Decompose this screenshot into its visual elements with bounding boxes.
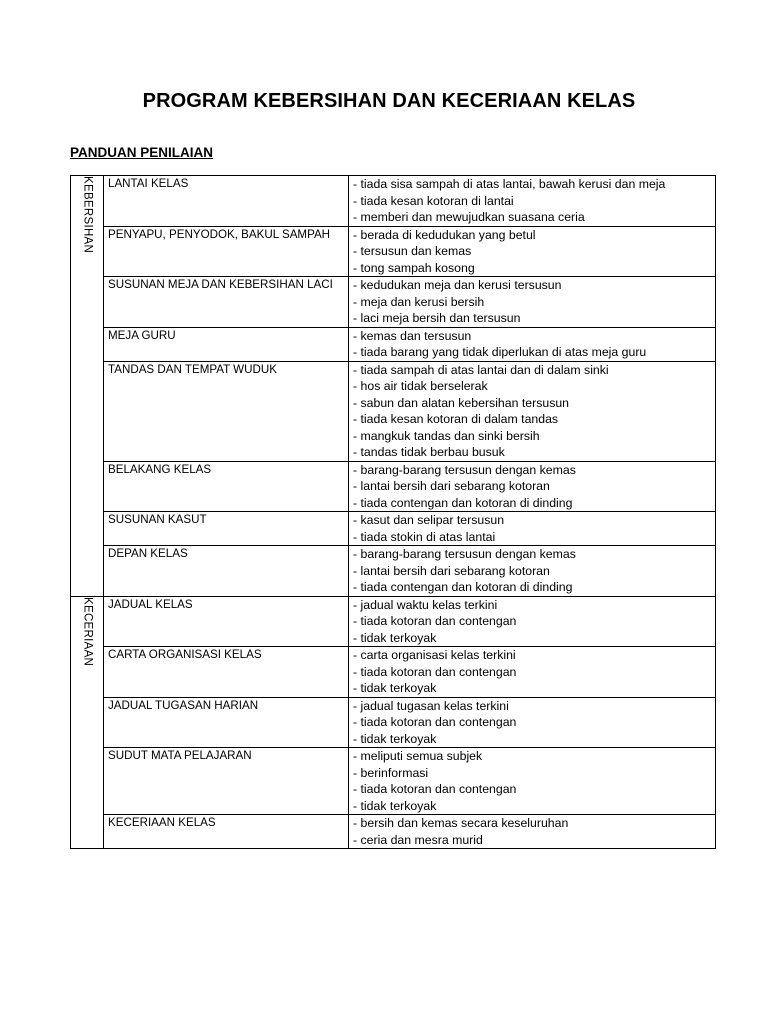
table-row — [71, 277, 716, 328]
criteria-line: - tidak terkoyak — [353, 798, 437, 813]
table-row — [71, 327, 716, 361]
criteria-line: - tong sampah kosong — [353, 260, 475, 275]
table-row — [71, 697, 716, 748]
criteria-line: - tiada kesan kotoran di lantai — [353, 193, 514, 208]
criteria-line: - hos air tidak berselerak — [353, 379, 488, 393]
criteria-cell — [349, 596, 716, 647]
item-cell: KECERIAAN KELAS — [104, 815, 349, 849]
table-row — [71, 512, 716, 546]
criteria-cell — [349, 461, 716, 512]
table-row — [71, 226, 716, 277]
criteria-line: - jadual tugasan kelas terkini — [353, 698, 509, 713]
criteria-line: - barang-barang tersusun dengan kemas — [353, 462, 576, 477]
criteria-cell — [349, 748, 716, 815]
table-row — [71, 176, 716, 227]
item-cell: BELAKANG KELAS — [104, 461, 349, 512]
criteria-cell — [349, 277, 716, 328]
criteria-line: - tidak terkoyak — [353, 681, 437, 695]
item-cell: JADUAL TUGASAN HARIAN — [104, 697, 349, 748]
table-row — [71, 647, 716, 698]
criteria-line: - lantai bersih dari sebarang kotoran — [353, 479, 550, 493]
criteria-line: - tiada barang yang tidak diperlukan di atas meja guru — [353, 345, 647, 359]
criteria-line: - tersusun dan kemas — [353, 244, 472, 258]
criteria-line: - tiada stokin di atas lantai — [353, 529, 496, 544]
criteria-line: - tiada contengan dan kotoran di dinding — [353, 495, 573, 510]
criteria-line: - jadual waktu kelas terkini — [353, 597, 498, 612]
assessment-guide-body — [71, 176, 716, 849]
criteria-line: - lantai bersih dari sebarang kotoran — [353, 563, 550, 578]
criteria-line: - barang-barang tersusun dengan kemas — [353, 547, 576, 561]
criteria-cell — [349, 226, 716, 277]
item-cell: MEJA GURU — [104, 327, 349, 361]
criteria-line: - tiada kotoran dan contengan — [353, 782, 517, 796]
criteria-line: - mangkuk tandas dan sinki bersih — [353, 428, 540, 443]
criteria-cell — [349, 361, 716, 461]
criteria-line: - kedudukan meja dan kerusi tersusun — [353, 278, 562, 292]
criteria-line: - tidak terkoyak — [353, 731, 437, 746]
criteria-line: - kemas dan tersusun — [353, 328, 472, 343]
item-cell: CARTA ORGANISASI KELAS — [104, 647, 349, 698]
document-title: PROGRAM KEBERSIHAN DAN KECERIAAN KELAS — [142, 90, 636, 112]
table-row — [71, 461, 716, 512]
criteria-cell — [349, 512, 716, 546]
criteria-line: - tiada sisa sampah di atas lantai, bawah kerusi dan meja — [353, 177, 666, 191]
item-cell: DEPAN KELAS — [104, 546, 349, 597]
criteria-line: - tiada contengan dan kotoran di dinding — [353, 580, 573, 594]
category-label: KECERIAAN — [81, 596, 94, 666]
category-cell — [71, 176, 104, 597]
criteria-line: - memberi dan mewujudkan suasana ceria — [353, 210, 585, 224]
criteria-line: - ceria dan mesra murid — [353, 832, 483, 847]
item-cell: SUSUNAN KASUT — [104, 512, 349, 546]
criteria-cell — [349, 697, 716, 748]
item-cell: PENYAPU, PENYODOK, BAKUL SAMPAH — [104, 226, 349, 277]
item-cell: SUDUT MATA PELAJARAN — [104, 748, 349, 815]
criteria-cell — [349, 546, 716, 597]
table-row — [71, 361, 716, 461]
criteria-line: - carta organisasi kelas terkini — [353, 648, 516, 662]
table-row — [71, 596, 716, 647]
category-cell — [71, 596, 104, 849]
assessment-guide-table — [70, 175, 716, 849]
criteria-line: - sabun dan alatan kebersihan tersusun — [353, 395, 570, 410]
item-cell: TANDAS DAN TEMPAT WUDUK — [104, 361, 349, 461]
criteria-line: - tiada kotoran dan contengan — [353, 715, 517, 729]
item-cell: JADUAL KELAS — [104, 596, 349, 647]
criteria-line: - meliputi semua subjek — [353, 749, 483, 763]
criteria-line: - tiada kesan kotoran di dalam tandas — [353, 412, 559, 426]
criteria-line: - laci meja bersih dan tersusun — [353, 311, 521, 325]
category-label: KEBERSIHAN — [81, 176, 94, 254]
item-cell: SUSUNAN MEJA DAN KEBERSIHAN LACI — [104, 277, 349, 328]
criteria-line: - bersih dan kemas secara keseluruhan — [353, 816, 569, 830]
criteria-line: - tiada kotoran dan contengan — [353, 614, 517, 628]
criteria-line: - kasut dan selipar tersusun — [353, 513, 505, 527]
criteria-cell — [349, 327, 716, 361]
criteria-cell — [349, 815, 716, 849]
table-row — [71, 546, 716, 597]
table-row — [71, 815, 716, 849]
criteria-line: - tandas tidak berbau busuk — [353, 445, 505, 459]
criteria-line: - meja dan kerusi bersih — [353, 294, 485, 309]
criteria-line: - berinformasi — [353, 765, 429, 780]
criteria-line: - berada di kedudukan yang betul — [353, 227, 536, 242]
section-heading: PANDUAN PENILAIAN — [70, 145, 214, 160]
criteria-line: - tiada sampah di atas lantai dan di dalam sinki — [353, 362, 609, 377]
item-cell: LANTAI KELAS — [104, 176, 349, 227]
criteria-cell — [349, 176, 716, 227]
table-row — [71, 748, 716, 815]
criteria-line: - tiada kotoran dan contengan — [353, 664, 517, 679]
criteria-cell — [349, 647, 716, 698]
criteria-line: - tidak terkoyak — [353, 630, 437, 645]
